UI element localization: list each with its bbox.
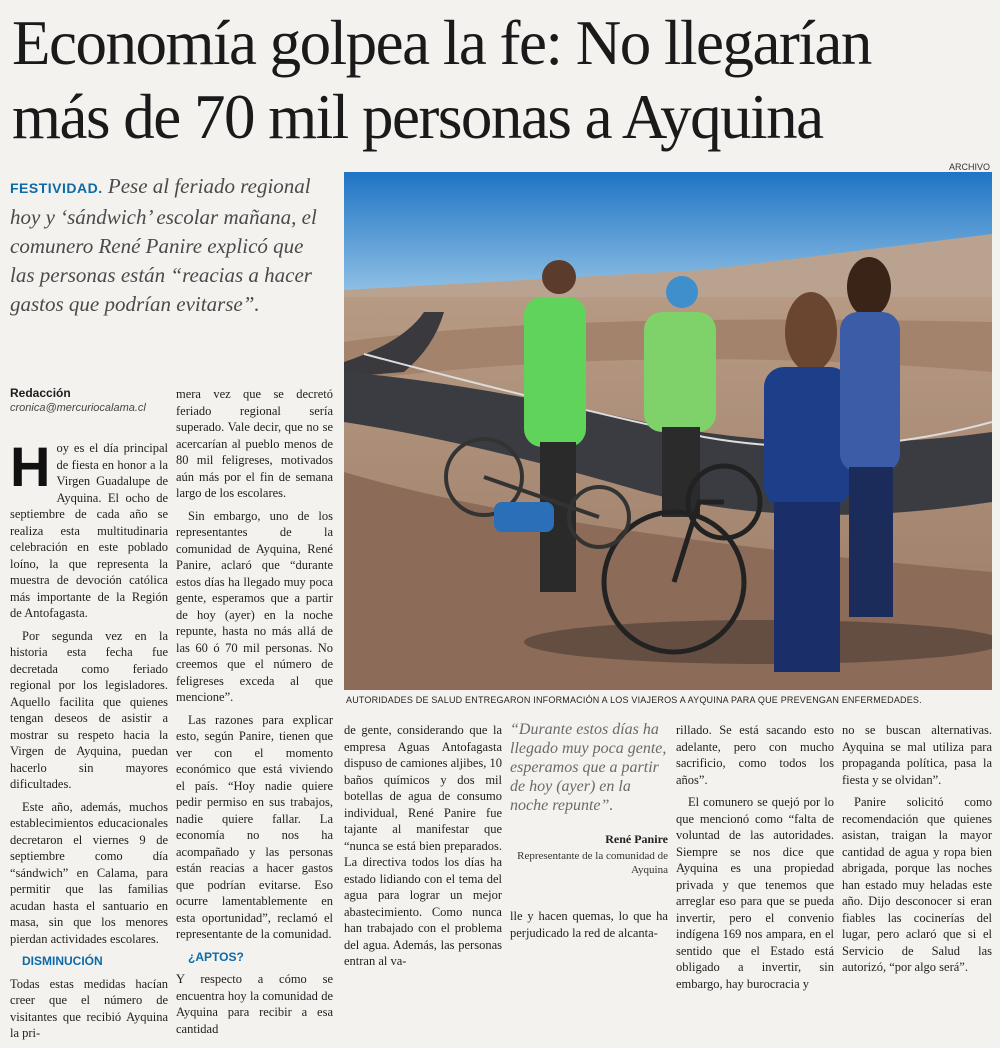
- pull-quote-role: Representante de la comunidad de Ayquina: [517, 850, 668, 876]
- headline-line-2: más de 70 mil personas a Ayquina: [12, 82, 823, 152]
- headline: [12, 6, 992, 154]
- col1-paragraph-1: oy es el día principal de fiesta en honor a la Virgen Guadalupe de Ayquina. El ocho de septiembre de cada año se realiza esta multitudinaria celebración en este poblado loíno, la que representa la muestra de devoción católica más importante de la Región de Antofagasta.: [10, 441, 168, 620]
- col5-paragraph-2: El comunero se quejó por lo que mencionó como “falta de voluntad de las autoridades. Siempre se nos dice que Ayquina es una propiedad privada y que tenemos que arreglar eso para que se pueda invertir, pero el convenio indígena 169 nos ampara, en el sentido que el Estado está obligado a invertir, sin embargo, hay burocracia y: [676, 795, 834, 991]
- lead-text: Pese al feriado regional hoy y ‘sándwich’ escolar mañana, el comunero René Panire explicó que las personas están “reacias a hacer gastos que podrían evitarse”.: [10, 174, 317, 316]
- col2-paragraph-4: Y respecto a cómo se encuentra hoy la comunidad de Ayquina para recibir a esa cantidad: [176, 972, 333, 1036]
- article-column-3: [344, 722, 502, 976]
- col3-paragraph-1: de gente, considerando que la empresa Aguas Antofagasta dispuso de camiones aljibes, 10 baños químicos y dos mil botellas de agua de consumo individual, René Panire fue tajante al manifestar que “nunca se está bien preparados. La directiva todos los días ha estado lidiando con el tema del agua para lograr un mejor abastecimiento. Como nunca han trabajado con el problema del agua. Además, las personas entran al va-: [344, 723, 502, 968]
- photo-credit: ARCHIVO: [948, 162, 990, 172]
- lead-kicker: FESTIVIDAD.: [10, 180, 103, 196]
- byline-name: Redacción: [10, 386, 71, 400]
- desert-cyclists-photo: [344, 172, 992, 690]
- col1-paragraph-3: Este año, además, muchos establecimientos educacionales decretaron el viernes 9 de septiembre como día “sándwich” en Calama, para permitir que las familias acudan hasta el santuario en masa, sin que los menores pierdan actividades escolares.: [10, 799, 168, 946]
- article-column-2: [176, 386, 333, 1043]
- article-column-6: [842, 722, 992, 982]
- byline: [10, 386, 170, 414]
- col2-paragraph-3: Las razones para explicar esto, según Panire, tienen que ver con el momento económico que está viviendo el país. “Hoy nadie quiere pedir permiso en sus trabajos, nadie quiere fallar. La economía no nos ha acompañado y las personas están reacias a hacer gastos que podrían evitarse. Eso ocurre lamentablemente en esta oportunidad”, reclamó el representante de la comunidad.: [176, 712, 333, 941]
- col1-paragraph-4: Todas estas medidas hacían creer que el número de visitantes que recibió Ayquina la pri-: [10, 976, 168, 1040]
- col2-paragraph-1: mera vez que se decretó feriado regional sería superado. Vale decir, que no se acercarían al pueblo menos de 80 mil feligreses, motivados aún más por el fin de semana largo de los escolares.: [176, 387, 333, 500]
- byline-email: cronica@mercuriocalama.cl: [10, 402, 146, 414]
- col6-paragraph-1: no se buscan alternativas. Ayquina se mal utiliza para propaganda política, pasa la fiesta y se olvidan”.: [842, 723, 992, 787]
- article-column-5: [676, 722, 834, 998]
- article-photo: [344, 172, 992, 690]
- col2-paragraph-2: Sin embargo, uno de los representantes de la comunidad de Ayquina, René Panire, aclaró que “durante estos días ha llegado muy poca gente, esperamos que a partir de hoy (ayer) en la noche repunte, hasta no más allá de las 60 ó 70 mil personas. No creemos que el número de feligreses exceda al que mencione”.: [176, 508, 333, 704]
- article-column-4: [510, 908, 668, 947]
- article-column-1: [10, 435, 168, 1048]
- lead-paragraph: [10, 172, 330, 319]
- col5-paragraph-1: rillado. Se está sacando esto adelante, pero con mucho sacrificio, como todos los años”.: [676, 723, 834, 787]
- col1-paragraph-2: Por segunda vez en la historia esta fecha fue decretada como feriado regional por los legisladores. Aquello facilita que quienes tengan deseos de asistir a mostrar su respeto hacia la Virgen de Ayquina, puedan hacerlo sin mayores dificultades.: [10, 628, 168, 791]
- subheading-disminucion: DISMINUCIÓN: [22, 954, 103, 968]
- drop-cap: H: [10, 435, 51, 498]
- col4-paragraph-0: lle y hacen quemas, lo que ha perjudicado la red de alcanta-: [510, 909, 668, 940]
- pull-quote: “Durante estos días ha llegado muy poca gente, esperamos que a partir de hoy (ayer) en la noche repunte”.: [510, 721, 667, 814]
- bike-bag: [494, 502, 554, 532]
- pull-quote-author: René Panire: [605, 832, 668, 846]
- subheading-aptos: ¿APTOS?: [188, 949, 244, 964]
- headline-line-1: Economía golpea la fe: No llegarían: [12, 8, 871, 78]
- photo-caption: AUTORIDADES DE SALUD ENTREGARON INFORMACIÓN A LOS VIAJEROS A AYQUINA PARA QUE PREVENGAN ENFERMEDADES.: [346, 695, 922, 705]
- col6-paragraph-2: Panire solicitó como recomendación que quienes asistan, traigan la mayor cantidad de agua y ropa bien abrigada, porque las noches han estado muy heladas este año. Dijo desconocer si eran fiables las cocinerías del lugar, pero aclaró que si el Servicio de Salud las autorizó, “por algo será”.: [842, 795, 992, 974]
